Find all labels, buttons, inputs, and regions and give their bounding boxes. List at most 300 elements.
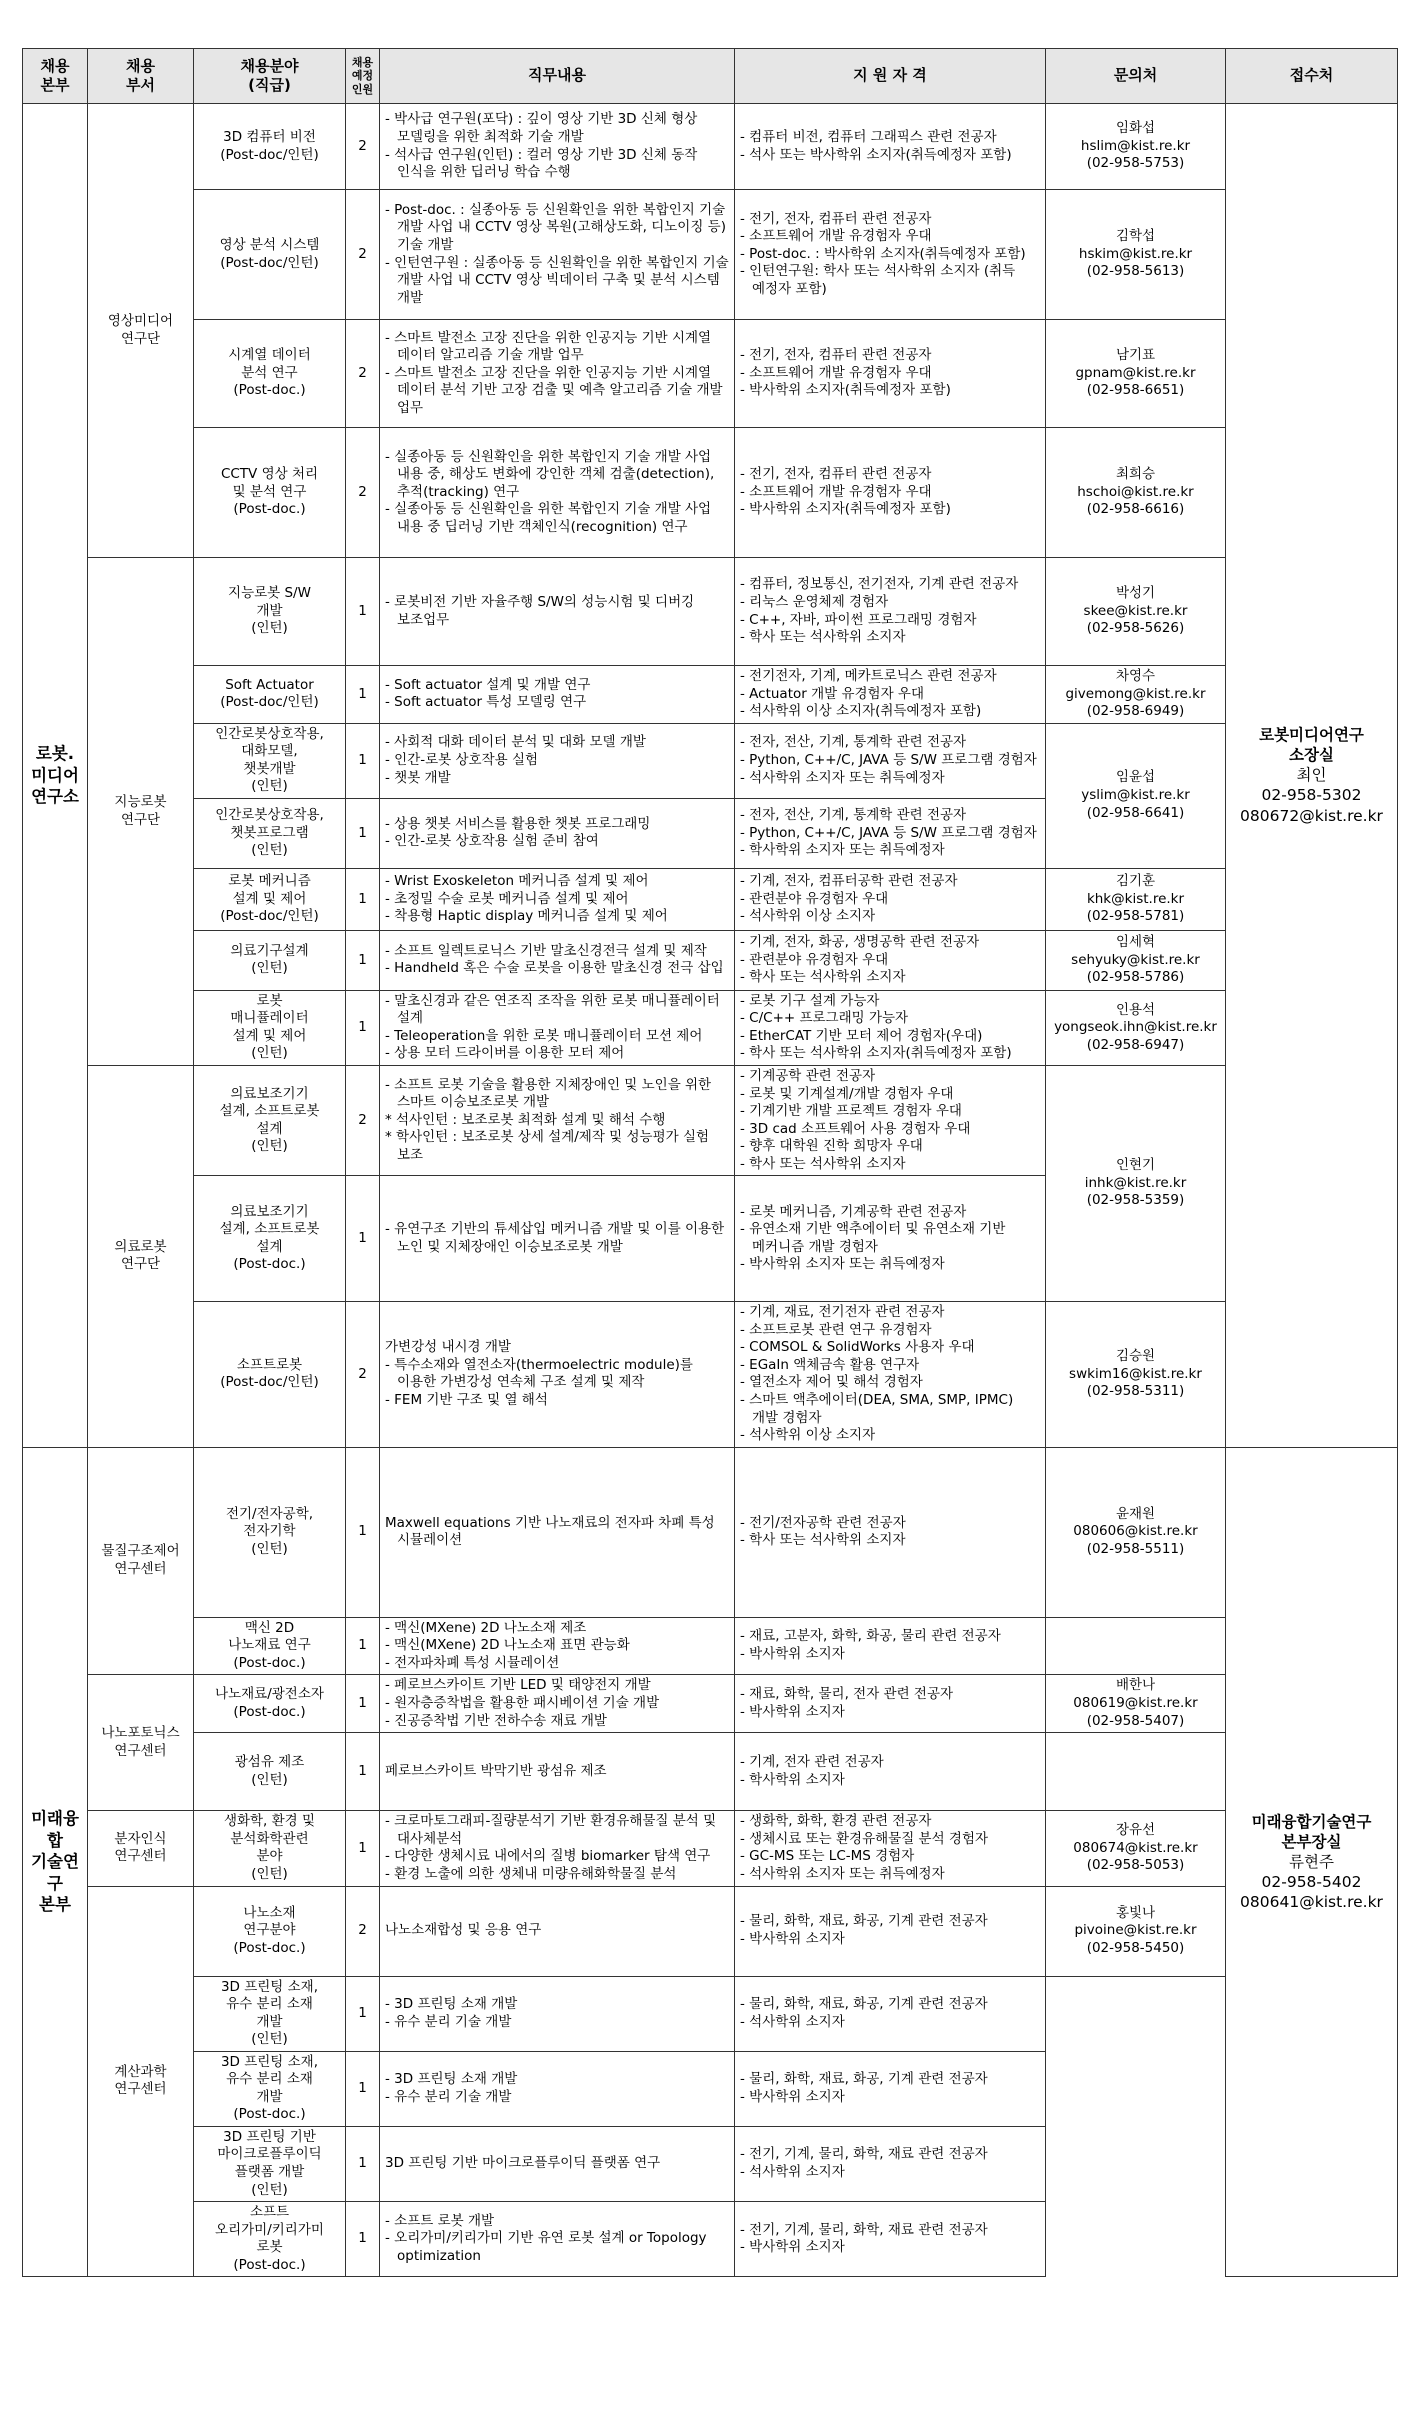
contact-cell (1046, 320, 1226, 428)
position-duties (380, 798, 735, 868)
position-quals-line: - 전기, 기계, 물리, 화학, 재료 관련 전공자 (740, 2221, 988, 2238)
position-field: 3D 프린팅 소재, 유수 분리 소재 개발 (인턴) (194, 1976, 346, 2051)
contact-phone: (02-958-5613) (1086, 263, 1185, 280)
position-field: 나노재료/광전소자 (Post-doc.) (194, 1675, 346, 1733)
position-duties (380, 1617, 735, 1675)
position-quals (735, 868, 1046, 930)
position-duties-line: - 인턴연구원 : 실종아동 등 신원확인을 위한 복합인지 기술 개발 사업 내 CCTV 영상 빅데이터 구축 및 분석 시스템 개발 (385, 254, 729, 306)
subdept-name: 의료로봇 연구단 (88, 1066, 194, 1448)
table-row (23, 723, 1398, 798)
position-duties (380, 930, 735, 990)
position-quals-line: - 재료, 고분자, 화학, 화공, 물리 관련 전공자 (740, 1628, 1001, 1645)
header-field: 채용분야 (직급) (194, 49, 346, 104)
position-duties-line: Maxwell equations 기반 나노재료의 전자파 차폐 특성 시뮬레이션 (385, 1514, 715, 1549)
contact-cell (1046, 1811, 1226, 1886)
table-row (23, 1617, 1398, 1675)
position-quals-line: - 석사학위 소지자 또는 취득예정자 (740, 769, 945, 786)
position-quals-line: - 학사 또는 석사학위 소지자 (740, 1532, 906, 1549)
contact-name: 장유선 (1115, 1822, 1156, 1839)
position-duties (380, 2126, 735, 2201)
position-quals (735, 1066, 1046, 1176)
contact-email: hslim@kist.re.kr (1080, 137, 1191, 154)
receipt-office: 로봇미디어연구 소장실 (1259, 725, 1364, 765)
header-quals: 지 원 자 격 (735, 49, 1046, 104)
contact-phone: (02-958-6651) (1086, 382, 1185, 399)
contact-phone: (02-958-6616) (1086, 501, 1185, 518)
receipt-cell (1226, 1447, 1398, 2277)
position-duties (380, 1066, 735, 1176)
position-field: 소프트 오리가미/키리가미 로봇 (Post-doc.) (194, 2202, 346, 2277)
position-quals-line: - 학사 또는 석사학위 소지자 (740, 1155, 906, 1172)
contact-phone: (02-958-6949) (1086, 703, 1185, 720)
position-duties-line: 페로브스카이트 박막기반 광섬유 제조 (385, 1763, 607, 1780)
contact-name: 차영수 (1115, 668, 1156, 684)
position-quals-line: - 전기, 기계, 물리, 화학, 재료 관련 전공자 (740, 2146, 988, 2163)
position-field: CCTV 영상 처리 및 분석 연구 (Post-doc.) (194, 428, 346, 558)
position-duties-line: - 초정밀 수술 로봇 메커니즘 설계 및 제어 (385, 890, 629, 907)
contact-cell (1046, 1302, 1226, 1447)
receipt-phone: 02-958-5302 (1261, 786, 1362, 805)
position-quals (735, 723, 1046, 798)
contact-phone: (02-958-5781) (1086, 908, 1185, 925)
position-count: 1 (346, 666, 380, 724)
header-duties: 직무내용 (380, 49, 735, 104)
position-field: Soft Actuator (Post-doc/인턴) (194, 666, 346, 724)
position-quals-line: - 관련분야 유경험자 우대 (740, 890, 889, 907)
position-duties-line: - 오리가미/키리가미 기반 유연 로봇 설계 or Topology optimization (385, 2230, 707, 2264)
position-duties-line: - 인간-로봇 상호작용 실험 준비 참여 (385, 833, 599, 850)
header-dept: 채용 부서 (88, 49, 194, 104)
position-quals-line: - 석사학위 소지자 (740, 2013, 845, 2030)
contact-phone: (02-958-5053) (1086, 1857, 1185, 1874)
position-count: 1 (346, 990, 380, 1065)
position-quals (735, 666, 1046, 724)
receipt-email: 080672@kist.re.kr (1240, 806, 1383, 825)
position-quals-line: - COMSOL & SolidWorks 사용자 우대 (740, 1339, 975, 1356)
position-count: 2 (346, 1302, 380, 1447)
receipt-phone: 02-958-5402 (1261, 1873, 1362, 1892)
header-contact: 문의처 (1046, 49, 1226, 104)
position-quals (735, 1447, 1046, 1617)
contact-cell (1046, 1066, 1226, 1302)
contact-phone: (02-958-5626) (1086, 620, 1185, 637)
position-duties-line: 3D 프린팅 기반 마이크로플루이딕 플랫폼 연구 (385, 2155, 661, 2172)
receipt-person: 최인 (1296, 766, 1327, 785)
position-duties (380, 1675, 735, 1733)
position-duties-line: - 박사급 연구원(포닥) : 깊이 영상 기반 3D 신체 형상 모델링을 위한 최적화 기술 개발 (385, 111, 698, 145)
position-quals-line: - 리눅스 운영체제 경험자 (740, 593, 889, 610)
subdept-name: 나노포토닉스 연구센터 (88, 1675, 194, 1811)
position-count: 1 (346, 2126, 380, 2201)
position-count: 1 (346, 930, 380, 990)
position-quals-line: - 석사학위 이상 소지자 (740, 1427, 876, 1444)
position-duties-line: - 페로브스카이트 기반 LED 및 태양전지 개발 (385, 1677, 651, 1694)
position-quals-line: - 스마트 액추에이터(DEA, SMA, SMP, IPMC) 개발 경험자 (740, 1392, 1014, 1426)
position-quals (735, 428, 1046, 558)
contact-phone: (02-958-5511) (1086, 1540, 1185, 1557)
position-duties-line: - 진공증착법 기반 전하수송 재료 개발 (385, 1712, 607, 1729)
table-row (23, 428, 1398, 558)
position-field: 의료기구설계 (인턴) (194, 930, 346, 990)
contact-email: sehyuky@kist.re.kr (1071, 951, 1200, 968)
position-duties (380, 320, 735, 428)
position-quals-line: - 로봇 기구 설계 가능자 (740, 992, 880, 1009)
position-quals (735, 1176, 1046, 1302)
contact-email: hskim@kist.re.kr (1078, 245, 1193, 262)
position-quals-line: - 석사학위 소지자 또는 취득예정자 (740, 1865, 945, 1882)
position-quals-line: - 박사학위 소지자 (740, 2088, 845, 2105)
position-field: 의료보조기기 설계, 소프트로봇 설계 (인턴) (194, 1066, 346, 1176)
contact-phone: (02-958-5450) (1086, 1939, 1185, 1956)
position-quals-line: - 기계, 전자 관련 전공자 (740, 1754, 884, 1771)
contact-cell (1046, 104, 1226, 190)
contact-name: 남기표 (1115, 347, 1156, 364)
contact-cell (1046, 930, 1226, 990)
position-count: 2 (346, 190, 380, 320)
position-quals-line: - 학사 또는 석사학위 소지자 (740, 629, 906, 646)
position-count: 1 (346, 1976, 380, 2051)
division-name: 미래융합 기술연구 본부 (23, 1447, 88, 2277)
contact-name: 최희승 (1115, 466, 1156, 483)
position-duties (380, 1447, 735, 1617)
contact-cell (1046, 558, 1226, 666)
position-count: 2 (346, 104, 380, 190)
position-quals-line: - 박사학위 소지자 (740, 1645, 845, 1662)
position-duties-line: * 석사인턴 : 보조로봇 최적화 설계 및 해석 수행 (385, 1111, 666, 1128)
position-quals (735, 1733, 1046, 1811)
table-row (23, 1447, 1398, 1617)
position-quals-line: - 석사 또는 박사학위 소지자(취득예정자 포함) (740, 146, 1012, 163)
position-duties-line: - 소프트 로봇 개발 (385, 2212, 495, 2229)
contact-cell (1046, 990, 1226, 1065)
position-count: 1 (346, 1176, 380, 1302)
position-quals (735, 1811, 1046, 1886)
contact-name: 홍빛나 (1115, 1904, 1156, 1921)
contact-name: 임화섭 (1115, 120, 1156, 137)
position-quals-line: - 소프트로봇 관련 연구 유경험자 (740, 1321, 932, 1338)
position-count: 1 (346, 1447, 380, 1617)
table-row (23, 2051, 1398, 2126)
position-quals (735, 798, 1046, 868)
position-quals-line: - 물리, 화학, 재료, 화공, 기계 관련 전공자 (740, 1996, 988, 2013)
position-duties-line: - 실종아동 등 신원확인을 위한 복합인지 기술 개발 사업 내용 중 딥러닝 기반 객체인식(recognition) 연구 (385, 501, 712, 535)
position-duties-line: - 로봇비전 기반 자율주행 S/W의 성능시험 및 디버깅 보조업무 (385, 593, 695, 628)
position-field: 전기/전자공학, 전자기학 (인턴) (194, 1447, 346, 1617)
position-duties-line: * 학사인턴 : 보조로봇 상세 설계/제작 및 성능평가 실험 보조 (385, 1129, 710, 1163)
table-row (23, 1733, 1398, 1811)
position-quals-line: - 소프트웨어 개발 유경험자 우대 (740, 228, 932, 245)
contact-email: swkim16@kist.re.kr (1069, 1365, 1202, 1382)
position-quals-line: - 기계기반 개발 프로젝트 경험자 우대 (740, 1103, 962, 1120)
position-quals-line: - EtherCAT 기반 모터 제어 경험자(우대) (740, 1027, 983, 1044)
contact-cell (1046, 1447, 1226, 1617)
table-row (23, 1066, 1398, 1176)
position-duties-line: - 말초신경과 같은 연조직 조작을 위한 로봇 매니퓰레이터 설계 (385, 992, 720, 1027)
position-quals (735, 320, 1046, 428)
position-duties (380, 1976, 735, 2051)
position-count: 1 (346, 558, 380, 666)
position-quals (735, 104, 1046, 190)
position-quals-line: - 박사학위 소지자(취득예정자 포함) (740, 501, 951, 518)
position-quals-line: - 박사학위 소지자 또는 취득예정자 (740, 1256, 945, 1273)
table-row (23, 104, 1398, 190)
table-row (23, 868, 1398, 930)
position-duties-line: - 특수소재와 열전소자(thermoelectric module)를 이용한 가변강성 연속체 구조 설계 및 제작 (385, 1356, 693, 1391)
position-duties-line: - 맥신(MXene) 2D 나노소재 표면 관능화 (385, 1637, 630, 1654)
position-quals-line: - Python, C++/C, JAVA 등 S/W 프로그램 경험자 (740, 824, 1037, 841)
position-quals-line: - 인턴연구원: 학사 또는 석사학위 소지자 (취득 예정자 포함) (740, 263, 1016, 297)
position-quals-line: - Actuator 개발 유경험자 우대 (740, 685, 925, 702)
position-quals-line: - 전기/전자공학 관련 전공자 (740, 1514, 906, 1531)
position-duties (380, 868, 735, 930)
position-quals-line: - 컴퓨터 비전, 컴퓨터 그래픽스 관련 전공자 (740, 128, 997, 145)
position-count: 1 (346, 1733, 380, 1811)
position-duties-line: - 환경 노출에 의한 생체내 미량유해화학물질 분석 (385, 1865, 677, 1882)
position-duties (380, 666, 735, 724)
position-quals-line: - 박사학위 소지자 (740, 1703, 845, 1720)
contact-phone: (02-958-5311) (1086, 1383, 1185, 1400)
position-duties (380, 104, 735, 190)
contact-name: 윤재원 (1115, 1505, 1156, 1522)
header-receipt: 접수처 (1226, 49, 1398, 104)
receipt-email: 080641@kist.re.kr (1240, 1893, 1383, 1912)
position-quals (735, 990, 1046, 1065)
position-field: 생화학, 환경 및 분석화학관련 분야 (인턴) (194, 1811, 346, 1886)
position-count: 1 (346, 723, 380, 798)
contact-email: yongseok.ihn@kist.re.kr (1054, 1019, 1217, 1036)
position-duties-line: - Post-doc. : 실종아동 등 신원확인을 위한 복합인지 기술 개발 사업 내 CCTV 영상 복원(고해상도화, 디노이징 등) 기술 개발 (385, 201, 726, 253)
contact-email: yslim@kist.re.kr (1081, 786, 1190, 803)
position-quals-line: - 기계, 전자, 컴퓨터공학 관련 전공자 (740, 873, 958, 889)
position-quals-line: - 전기, 전자, 컴퓨터 관련 전공자 (740, 210, 932, 227)
position-duties-line: - Soft actuator 설계 및 개발 연구 (385, 676, 591, 693)
position-duties-line: - 착용형 Haptic display 메커니즘 설계 및 제어 (385, 908, 668, 925)
position-duties (380, 1811, 735, 1886)
contact-name: 배한나 (1115, 1677, 1156, 1694)
position-count: 1 (346, 2051, 380, 2126)
contact-phone: (02-958-5753) (1086, 155, 1185, 172)
position-duties-line: - 맥신(MXene) 2D 나노소재 제조 (385, 1619, 587, 1636)
contact-name: 김학섭 (1115, 228, 1156, 245)
table-row (23, 1675, 1398, 1733)
table-row (23, 2126, 1398, 2201)
position-duties-line: - 상용 모터 드라이버를 이용한 모터 제어 (385, 1045, 625, 1062)
table-row (23, 190, 1398, 320)
contact-name: 김승원 (1115, 1348, 1156, 1365)
table-row (23, 558, 1398, 666)
contact-name: 임세혁 (1115, 934, 1156, 950)
contact-email: skee@kist.re.kr (1083, 602, 1188, 619)
subdept-name: 분자인식 연구센터 (88, 1811, 194, 1886)
position-quals-line: - 석사학위 이상 소지자(취득예정자 포함) (740, 703, 982, 720)
position-quals-line: - 석사학위 이상 소지자 (740, 908, 876, 925)
position-count: 1 (346, 868, 380, 930)
table-row (23, 320, 1398, 428)
contact-name: 박성기 (1115, 585, 1156, 602)
contact-cell (1046, 428, 1226, 558)
position-quals-line: - 박사학위 소지자 (740, 1931, 845, 1947)
position-duties-line: - 사회적 대화 데이터 분석 및 대화 모델 개발 (385, 734, 646, 751)
contact-email: givemong@kist.re.kr (1065, 685, 1206, 702)
contact-name: 인현기 (1115, 1157, 1156, 1174)
position-quals-line: - 로봇 메커니즘, 기계공학 관련 전공자 (740, 1203, 967, 1220)
position-quals-line: - 소프트웨어 개발 유경험자 우대 (740, 483, 932, 500)
position-quals-line: - 향후 대학원 진학 희망자 우대 (740, 1138, 923, 1155)
position-count: 2 (346, 320, 380, 428)
position-quals-line: - 학사 또는 석사학위 소지자(취득예정자 포함) (740, 1045, 1012, 1062)
contact-cell (1046, 868, 1226, 930)
position-quals-line: - C++, 자바, 파이썬 프로그래밍 경험자 (740, 611, 977, 628)
contact-name: 김기훈 (1115, 873, 1156, 889)
position-quals (735, 2126, 1046, 2201)
table-row (23, 1976, 1398, 2051)
table-row (23, 990, 1398, 1065)
position-count: 2 (346, 428, 380, 558)
position-quals (735, 1302, 1046, 1447)
position-duties (380, 558, 735, 666)
position-quals-line: - 컴퓨터, 정보통신, 전기전자, 기계 관련 전공자 (740, 576, 1019, 593)
position-quals-line: - EGaIn 액체금속 활용 연구자 (740, 1356, 920, 1373)
receipt-person: 류현주 (1289, 1852, 1334, 1871)
position-field: 인간로봇상호작용, 챗봇프로그램 (인턴) (194, 798, 346, 868)
position-quals-line: - 전기, 전자, 컴퓨터 관련 전공자 (740, 347, 932, 364)
position-field: 시계열 데이터 분석 연구 (Post-doc.) (194, 320, 346, 428)
position-duties (380, 990, 735, 1065)
position-count: 1 (346, 1617, 380, 1675)
position-count: 2 (346, 1066, 380, 1176)
position-quals-line: - 생체시료 또는 환경유해물질 분석 경험자 (740, 1830, 989, 1847)
position-quals-line: - 열전소자 제어 및 해석 경험자 (740, 1374, 923, 1391)
position-duties-line: - 소프트 로봇 기술을 활용한 지체장애인 및 노인을 위한 스마트 이승보조로봇 개발 (385, 1076, 712, 1111)
contact-phone: (02-958-5359) (1086, 1192, 1185, 1209)
position-quals (735, 2202, 1046, 2277)
position-field: 영상 분석 시스템 (Post-doc/인턴) (194, 190, 346, 320)
position-quals-line: - 관련분야 유경험자 우대 (740, 951, 889, 968)
contact-email: pivoine@kist.re.kr (1074, 1922, 1197, 1939)
position-count: 1 (346, 798, 380, 868)
position-duties-line: - 다양한 생체시료 내에서의 질병 biomarker 탐색 연구 (385, 1848, 711, 1865)
contact-email: inhk@kist.re.kr (1084, 1174, 1187, 1191)
position-quals-line: - 학사학위 소지자 (740, 1771, 845, 1788)
position-field: 인간로봇상호작용, 대화모델, 챗봇개발 (인턴) (194, 723, 346, 798)
position-field: 로봇 매니퓰레이터 설계 및 제어 (인턴) (194, 990, 346, 1065)
position-duties (380, 1733, 735, 1811)
contact-email: 080674@kist.re.kr (1073, 1839, 1198, 1856)
position-duties (380, 1302, 735, 1447)
position-duties-line: - Wrist Exoskeleton 메커니즘 설계 및 제어 (385, 873, 649, 889)
position-duties-line: - 석사급 연구원(인턴) : 컬러 영상 기반 3D 신체 동작 인식을 위한 딥러닝 학습 수행 (385, 146, 698, 181)
position-duties-line: - 챗봇 개발 (385, 769, 451, 786)
subdept-name: 계산과학 연구센터 (88, 1886, 194, 2277)
contact-phone: (02-958-6947) (1086, 1036, 1185, 1053)
position-duties-line: - 소프트 일렉트로닉스 기반 말초신경전극 설계 및 제작 (385, 942, 707, 959)
position-duties (380, 428, 735, 558)
position-quals (735, 558, 1046, 666)
position-duties (380, 190, 735, 320)
position-duties-line: - 실종아동 등 신원확인을 위한 복합인지 기술 개발 사업 내용 중, 해상도 변화에 강인한 객체 검출(detection), 추적(tracking) 연구 (385, 448, 715, 500)
position-duties (380, 723, 735, 798)
position-duties-line: - Soft actuator 특성 모델링 연구 (385, 694, 587, 711)
position-quals-line: - 전자, 전산, 기계, 통계학 관련 전공자 (740, 734, 967, 751)
table-row (23, 930, 1398, 990)
position-quals-line: - 박사학위 소지자 (740, 2239, 845, 2256)
contact-email: 080619@kist.re.kr (1073, 1695, 1198, 1712)
position-quals-line: - 전기전자, 기계, 메카트로닉스 관련 전공자 (740, 668, 997, 684)
position-field: 3D 프린팅 소재, 유수 분리 소재 개발 (Post-doc.) (194, 2051, 346, 2126)
position-quals (735, 1886, 1046, 1976)
division-name: 로봇. 미디어 연구소 (23, 104, 88, 1448)
position-field: 로봇 메커니즘 설계 및 제어 (Post-doc/인턴) (194, 868, 346, 930)
position-quals (735, 1675, 1046, 1733)
position-count: 1 (346, 1811, 380, 1886)
position-field: 3D 컴퓨터 비전 (Post-doc/인턴) (194, 104, 346, 190)
position-duties-line: - 스마트 발전소 고장 진단을 위한 인공지능 기반 시계열 데이터 분석 기반 고장 검출 및 예측 알고리즘 기술 개발 업무 (385, 364, 723, 416)
contact-phone: (02-958-5407) (1086, 1712, 1185, 1729)
position-duties-line: - Teleoperation을 위한 로봇 매니퓰레이터 모션 제어 (385, 1027, 703, 1044)
contact-name: 인용석 (1115, 1001, 1156, 1018)
contact-cell (1046, 190, 1226, 320)
receipt-cell (1226, 104, 1398, 1448)
contact-cell (1046, 723, 1226, 868)
position-duties-line: - 인간-로봇 상호작용 실험 (385, 751, 539, 768)
position-quals-line: - Post-doc. : 박사학위 소지자(취득예정자 포함) (740, 245, 1026, 262)
position-duties (380, 1886, 735, 1976)
position-quals-line: - 기계, 재료, 전기전자 관련 전공자 (740, 1304, 945, 1321)
position-duties-line: - 유수 분리 기술 개발 (385, 2088, 512, 2105)
position-quals-line: - 기계공학 관련 전공자 (740, 1068, 876, 1085)
table-row (23, 666, 1398, 724)
position-quals-line: - 전자, 전산, 기계, 통계학 관련 전공자 (740, 807, 967, 823)
position-duties-line: - 유연구조 기반의 튜세삽입 메커니즘 개발 및 이를 이용한 노인 및 지체장애인 이승보조로봇 개발 (385, 1221, 725, 1255)
position-count: 1 (346, 1675, 380, 1733)
position-duties-line: - 3D 프린팅 소재 개발 (385, 2071, 518, 2088)
position-field: 지능로봇 S/W 개발 (인턴) (194, 558, 346, 666)
position-quals-line: - 학사 또는 석사학위 소지자 (740, 969, 906, 986)
position-quals-line: - 유연소재 기반 액추에이터 및 유연소재 기반 메커니즘 개발 경험자 (740, 1221, 1006, 1255)
position-quals-line: - 박사학위 소지자(취득예정자 포함) (740, 382, 951, 399)
contact-email: 080606@kist.re.kr (1073, 1523, 1198, 1540)
contact-phone: (02-958-6641) (1086, 804, 1185, 821)
position-quals (735, 1976, 1046, 2051)
table-body (23, 104, 1398, 2277)
table-row (23, 1811, 1398, 1886)
position-quals-line: - 재료, 화학, 물리, 전자 관련 전공자 (740, 1686, 954, 1703)
position-quals (735, 2051, 1046, 2126)
table-row (23, 1886, 1398, 1976)
position-quals-line: - 물리, 화학, 재료, 화공, 기계 관련 전공자 (740, 1913, 988, 1930)
position-quals (735, 930, 1046, 990)
position-quals-line: - 기계, 전자, 화공, 생명공학 관련 전공자 (740, 934, 980, 950)
position-duties-line: - 원자층증착법을 활용한 패시베이션 기술 개발 (385, 1695, 660, 1712)
position-duties-line: - 스마트 발전소 고장 진단을 위한 인공지능 기반 시계열 데이터 알고리즘 기술 개발 업무 (385, 329, 712, 364)
position-field: 광섬유 제조 (인턴) (194, 1733, 346, 1811)
position-quals-line: - 소프트웨어 개발 유경험자 우대 (740, 364, 932, 381)
header-row (23, 49, 1398, 104)
position-duties-line: - FEM 기반 구조 및 열 해석 (385, 1392, 548, 1409)
position-field: 3D 프린팅 기반 마이크로플루이딕 플랫폼 개발 (인턴) (194, 2126, 346, 2201)
subdept-name: 물질구조제어 연구센터 (88, 1447, 194, 1675)
contact-name: 임윤섭 (1115, 769, 1156, 786)
position-quals-line: - 생화학, 화학, 환경 관련 전공자 (740, 1813, 932, 1830)
contact-cell (1046, 1886, 1226, 1976)
position-duties-line: - 전자파차폐 특성 시뮬레이션 (385, 1654, 560, 1671)
position-field: 맥신 2D 나노재료 연구 (Post-doc.) (194, 1617, 346, 1675)
table-row (23, 1302, 1398, 1447)
position-quals-line: - GC-MS 또는 LC-MS 경험자 (740, 1848, 915, 1865)
contact-email: gpnam@kist.re.kr (1075, 364, 1196, 381)
position-field: 나노소재 연구분야 (Post-doc.) (194, 1886, 346, 1976)
position-duties (380, 1176, 735, 1302)
